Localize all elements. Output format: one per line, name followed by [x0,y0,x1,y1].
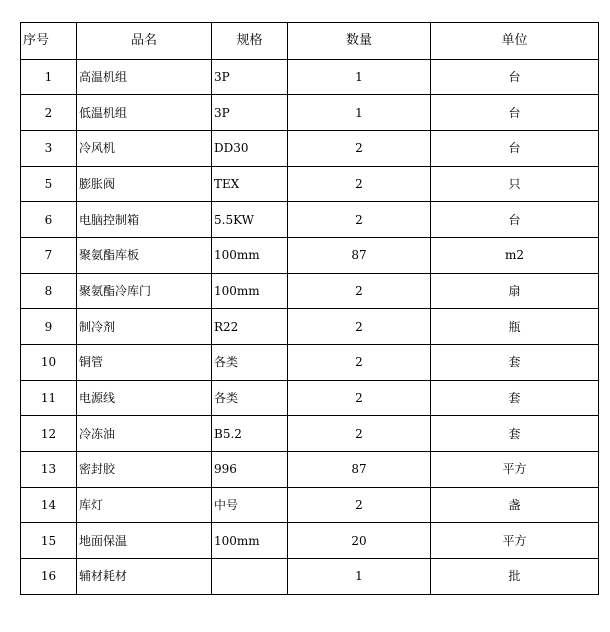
cell-seq: 9 [21,309,77,345]
cell-unit: 扇 [431,273,599,309]
table-row [21,309,599,345]
cell-seq: 13 [21,452,77,488]
cell-unit: 只 [431,166,599,202]
cell-qty: 87 [288,452,431,488]
cell-qty: 2 [288,309,431,345]
cell-spec: 中号 [212,487,288,523]
cell-unit: 批 [431,559,599,595]
table-row [21,559,599,595]
table-row [21,380,599,416]
table-header-row [21,23,599,60]
cell-unit: m2 [431,237,599,273]
table-row [21,237,599,273]
table-row [21,416,599,452]
cell-seq: 15 [21,523,77,559]
cell-name: 地面保温 [77,523,212,559]
cell-qty: 1 [288,95,431,131]
table-row [21,487,599,523]
cell-unit: 套 [431,345,599,381]
cell-name: 库灯 [77,487,212,523]
cell-name: 冷风机 [77,130,212,166]
cell-name: 低温机组 [77,95,212,131]
cell-name: 高温机组 [77,59,212,95]
cell-unit: 台 [431,95,599,131]
table-body [21,23,599,595]
cell-name: 电脑控制箱 [77,202,212,238]
cell-seq: 10 [21,345,77,381]
table-row [21,130,599,166]
cell-name: 铜管 [77,345,212,381]
cell-unit: 台 [431,202,599,238]
cell-spec: 3P [212,95,288,131]
equipment-table [20,22,599,595]
table-row [21,59,599,95]
cell-name: 膨胀阀 [77,166,212,202]
cell-spec: DD30 [212,130,288,166]
cell-spec: TEX [212,166,288,202]
cell-unit: 平方 [431,523,599,559]
cell-seq: 16 [21,559,77,595]
cell-spec: R22 [212,309,288,345]
cell-seq: 7 [21,237,77,273]
cell-seq: 6 [21,202,77,238]
header-name: 品名 [77,23,212,60]
cell-spec: 各类 [212,380,288,416]
header-spec: 规格 [212,23,288,60]
cell-qty: 2 [288,487,431,523]
header-unit: 单位 [431,23,599,60]
cell-unit: 套 [431,380,599,416]
cell-seq: 2 [21,95,77,131]
cell-seq: 12 [21,416,77,452]
header-qty: 数量 [288,23,431,60]
table-row [21,166,599,202]
table-row [21,345,599,381]
cell-qty: 1 [288,559,431,595]
cell-spec: 3P [212,59,288,95]
cell-unit: 台 [431,130,599,166]
cell-qty: 87 [288,237,431,273]
cell-seq: 1 [21,59,77,95]
cell-name: 冷冻油 [77,416,212,452]
cell-qty: 2 [288,345,431,381]
cell-spec: 5.5KW [212,202,288,238]
cell-unit: 平方 [431,452,599,488]
cell-spec [212,559,288,595]
cell-spec: 100mm [212,273,288,309]
cell-spec: 100mm [212,523,288,559]
cell-unit: 台 [431,59,599,95]
cell-spec: 996 [212,452,288,488]
cell-qty: 2 [288,166,431,202]
cell-spec: B5.2 [212,416,288,452]
cell-seq: 5 [21,166,77,202]
cell-spec: 各类 [212,345,288,381]
cell-name: 聚氨酯库板 [77,237,212,273]
table-row [21,95,599,131]
cell-name: 辅材耗材 [77,559,212,595]
cell-qty: 2 [288,416,431,452]
cell-unit: 盏 [431,487,599,523]
cell-name: 制冷剂 [77,309,212,345]
cell-qty: 2 [288,130,431,166]
cell-qty: 2 [288,273,431,309]
cell-qty: 2 [288,202,431,238]
table-row [21,523,599,559]
cell-seq: 11 [21,380,77,416]
cell-spec: 100mm [212,237,288,273]
table-row [21,273,599,309]
cell-name: 聚氨酯冷库门 [77,273,212,309]
cell-seq: 8 [21,273,77,309]
cell-name: 密封胶 [77,452,212,488]
cell-name: 电源线 [77,380,212,416]
table-row [21,202,599,238]
cell-qty: 20 [288,523,431,559]
header-seq: 序号 [21,23,77,60]
cell-seq: 3 [21,130,77,166]
cell-unit: 瓶 [431,309,599,345]
table-row [21,452,599,488]
cell-qty: 2 [288,380,431,416]
cell-qty: 1 [288,59,431,95]
cell-seq: 14 [21,487,77,523]
cell-unit: 套 [431,416,599,452]
